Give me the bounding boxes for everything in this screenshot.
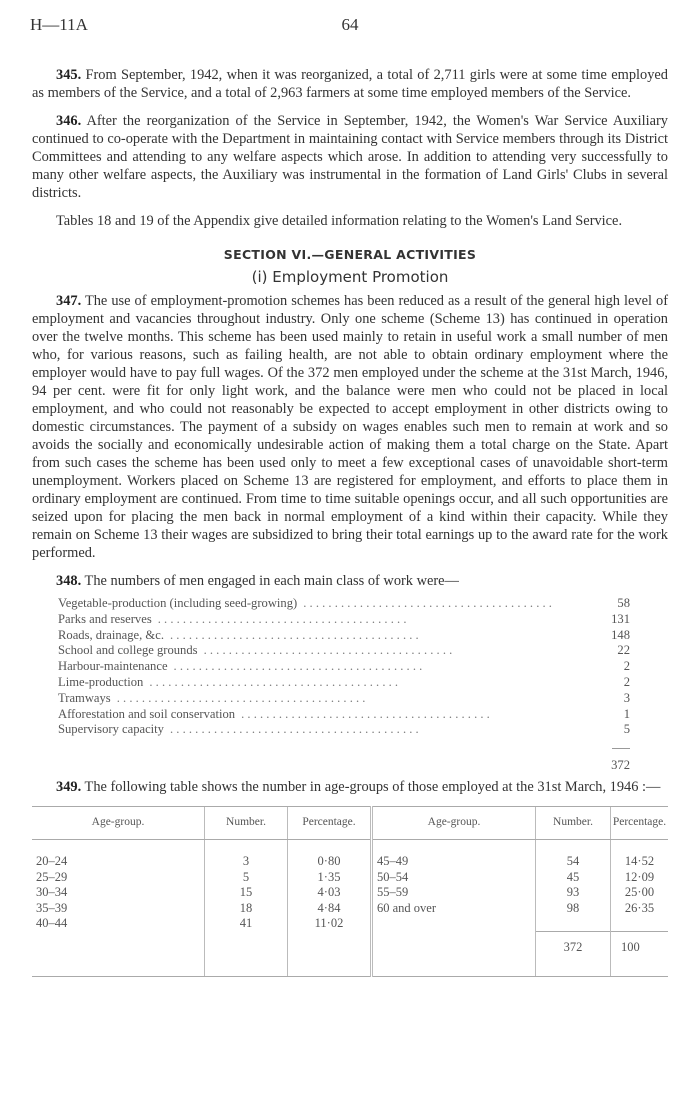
work-class-value: 3 — [623, 690, 630, 705]
header-percentage: Percentage. — [611, 807, 669, 840]
leader-dots: . . . . . . . . . . . . . . . . . . . . . . . . . . . . . . . . . . . . . . . . — [149, 674, 399, 689]
work-class-label: Afforestation and soil conservation — [58, 706, 236, 721]
para-text: After the reorganization of the Service in September, 1942, the Women's War Service Auxiliary continued to co-operate with the Department in maintaining contact with Service members through its District Committees and attending to any welfare aspects which arose. In addition to attending very successfully to many other welfare aspects, the Auxiliary was instrumental in the formation of Land Girls' Clubs in several districts. — [32, 113, 668, 201]
cell-number: 18 — [205, 901, 288, 917]
work-class-label: Roads, drainage, &c. — [58, 627, 164, 642]
section-subtitle: (i) Employment Promotion — [251, 268, 449, 286]
work-class-list — [58, 596, 630, 738]
empty-cell — [32, 932, 205, 977]
work-total-value: 372 — [611, 758, 630, 773]
work-class-row — [58, 628, 630, 644]
work-class-row — [58, 691, 630, 707]
work-class-label: Harbour-maintenance — [58, 659, 168, 674]
table-total-row — [32, 932, 668, 977]
table-row — [32, 885, 668, 901]
work-class-value: 22 — [617, 643, 630, 658]
work-class-label: Parks and reserves — [58, 611, 152, 626]
cell-age: 50–54 — [372, 870, 536, 886]
empty-cell — [611, 916, 669, 932]
leader-dots: . . . . . . . . . . . . . . . . . . . . . . . . . . . . . . . . . . . . . . . . — [157, 611, 407, 626]
cell-age: 35–39 — [36, 900, 68, 915]
total-rule — [612, 748, 630, 749]
leader-dots: . . . . . . . . . . . . . . . . . . . . . . . . . . . . . . . . . . . . . . . . — [173, 659, 423, 674]
work-class-row — [58, 722, 630, 738]
leader-dots: . . . . . . . . . . . . . . . . . . . . . . . . . . . . . . . . . . . . . . . . — [303, 596, 552, 610]
work-class-row — [58, 675, 630, 691]
empty-cell — [372, 932, 536, 977]
cell-number: 5 — [205, 870, 288, 886]
page-body — [32, 66, 668, 977]
work-class-row — [58, 707, 630, 723]
cell-age: 20–24 — [36, 854, 68, 869]
para-text: Tables 18 and 19 of the Appendix give detailed information relating to the Women's Land Service. — [56, 213, 623, 229]
cell-number: 3 — [205, 840, 288, 870]
paragraph-tables — [32, 212, 668, 230]
cell-pct: 12·09 — [611, 870, 669, 886]
empty-cell — [205, 932, 288, 977]
header-number: Number. — [205, 807, 288, 840]
work-class-label: Lime-production — [58, 674, 144, 689]
para-number: 349. — [56, 779, 82, 796]
leader-dots: . . . . . . . . . . . . . . . . . . . . . . . . . . . . . . . . . . . . . . . . — [169, 722, 419, 737]
work-class-value: 1 — [623, 706, 630, 721]
table-row — [32, 916, 668, 932]
work-class-value: 2 — [623, 674, 630, 689]
table-row — [32, 870, 668, 886]
cell-age: 55–59 — [372, 885, 536, 901]
section-title: SECTION VI.—GENERAL ACTIVITIES — [223, 247, 477, 262]
para-text: The following table shows the number in age-groups of those employed at the 31st March, 1946 :— — [81, 779, 661, 796]
paragraph-347 — [32, 292, 668, 562]
work-total — [58, 738, 630, 774]
cell-pct: 11·02 — [288, 916, 372, 932]
cell-number: 15 — [205, 885, 288, 901]
paragraph-346 — [32, 112, 668, 202]
cell-number: 45 — [536, 870, 611, 886]
work-class-value: 5 — [623, 722, 630, 737]
paragraph-345 — [32, 66, 668, 102]
table-row — [32, 840, 668, 870]
age-group-table — [32, 806, 668, 977]
empty-cell — [288, 932, 372, 977]
header-percentage: Percentage. — [288, 807, 372, 840]
para-text: The use of employment-promotion schemes has been reduced as a result of the general high level of employment and vacancies throughout industry. Only one scheme (Scheme 13) has continued in operation over the twelve months. This scheme has been used mainly to retain in useful work a small number of men who, for various reasons, such as failing health, are not able to obtain ordinary employment where the employer would have to pay full wages. Of the 372 men employed under the scheme at the 31st March, 1946, 94 per cent. were fit for only light work, and the balance were men who could not be placed in local employment, and who could not reasonably be expected to accept employment in other districts owing to domestic circumstances. The payment of a subsidy on wages enables such men to remain at work and so avoids the socially and economically undesirable action of making them a total charge on the State. Apart from such cases the scheme has been used only to meet a few exceptional cases of unavoidable short-term unemployment. Workers placed on Scheme 13 are registered for employment, and efforts to place them in ordinary employment are continued. From time to time suitable openings occur, and all such opportunities are seized upon for placing the men back in normal employment of a kind within their capacity. While they remain on Scheme 13 their wages are subsidized to bring their total earnings up to the award rate for the work performed. — [32, 293, 668, 561]
para-number: 348. — [56, 573, 82, 589]
work-class-label: School and college grounds — [58, 643, 198, 658]
cell-pct: 4·84 — [288, 901, 372, 917]
cell-number: 93 — [536, 885, 611, 901]
cell-pct: 26·35 — [611, 901, 669, 917]
para-text: The numbers of men engaged in each main class of work were— — [81, 573, 459, 589]
page-number: 64 — [341, 15, 359, 34]
work-class-label: Vegetable-production (including seed-growing) — [58, 596, 298, 610]
cell-number: 41 — [205, 916, 288, 932]
paragraph-348 — [32, 572, 668, 590]
work-class-value: 58 — [617, 596, 630, 610]
cell-pct: 0·80 — [288, 840, 372, 870]
para-text: From September, 1942, when it was reorganized, a total of 2,711 girls were at some time employed as members of the Service, and a total of 2,963 farmers at some time employed members of the Service. — [32, 67, 668, 101]
work-class-label: Tramways — [58, 690, 111, 705]
header-number: Number. — [536, 807, 611, 840]
para-number: 346. — [56, 113, 82, 129]
work-class-row — [58, 612, 630, 628]
cell-age: 30–34 — [36, 885, 68, 900]
cell-number: 98 — [536, 901, 611, 917]
cell-age: 25–29 — [36, 869, 68, 884]
work-class-value: 148 — [611, 627, 630, 642]
leader-dots: . . . . . . . . . . . . . . . . . . . . . . . . . . . . . . . . . . . . . . . . — [241, 706, 490, 721]
leader-dots: . . . . . . . . . . . . . . . . . . . . . . . . . . . . . . . . . . . . . . . . — [203, 643, 453, 658]
work-class-row — [58, 596, 630, 612]
leader-dots: . . . . . . . . . . . . . . . . . . . . . . . . . . . . . . . . . . . . . . . . — [169, 627, 419, 642]
work-class-row — [58, 659, 630, 675]
cell-pct: 25·00 — [611, 885, 669, 901]
empty-cell — [536, 916, 611, 932]
table-row — [32, 901, 668, 917]
header-age-group: Age-group. — [372, 807, 536, 840]
total-percentage: 100 — [611, 932, 669, 977]
cell-pct: 4·03 — [288, 885, 372, 901]
paragraph-349 — [32, 778, 668, 796]
cell-age: 40–44 — [36, 916, 68, 931]
work-class-label: Supervisory capacity — [58, 722, 164, 737]
work-class-row — [58, 643, 630, 659]
header-age-group: Age-group. — [32, 807, 205, 840]
work-class-value: 2 — [623, 659, 630, 674]
cell-age: 60 and over — [372, 901, 536, 917]
leader-dots: . . . . . . . . . . . . . . . . . . . . . . . . . . . . . . . . . . . . . . . . — [116, 690, 366, 705]
cell-age: 45–49 — [372, 840, 536, 870]
cell-number: 54 — [536, 840, 611, 870]
document-code: H—11A — [30, 15, 88, 34]
para-number: 347. — [56, 293, 82, 309]
total-number: 372 — [536, 932, 611, 977]
work-class-value: 131 — [611, 611, 630, 626]
cell-pct: 1·35 — [288, 870, 372, 886]
para-number: 345. — [56, 67, 82, 83]
empty-cell — [372, 916, 536, 932]
cell-pct: 14·52 — [611, 840, 669, 870]
